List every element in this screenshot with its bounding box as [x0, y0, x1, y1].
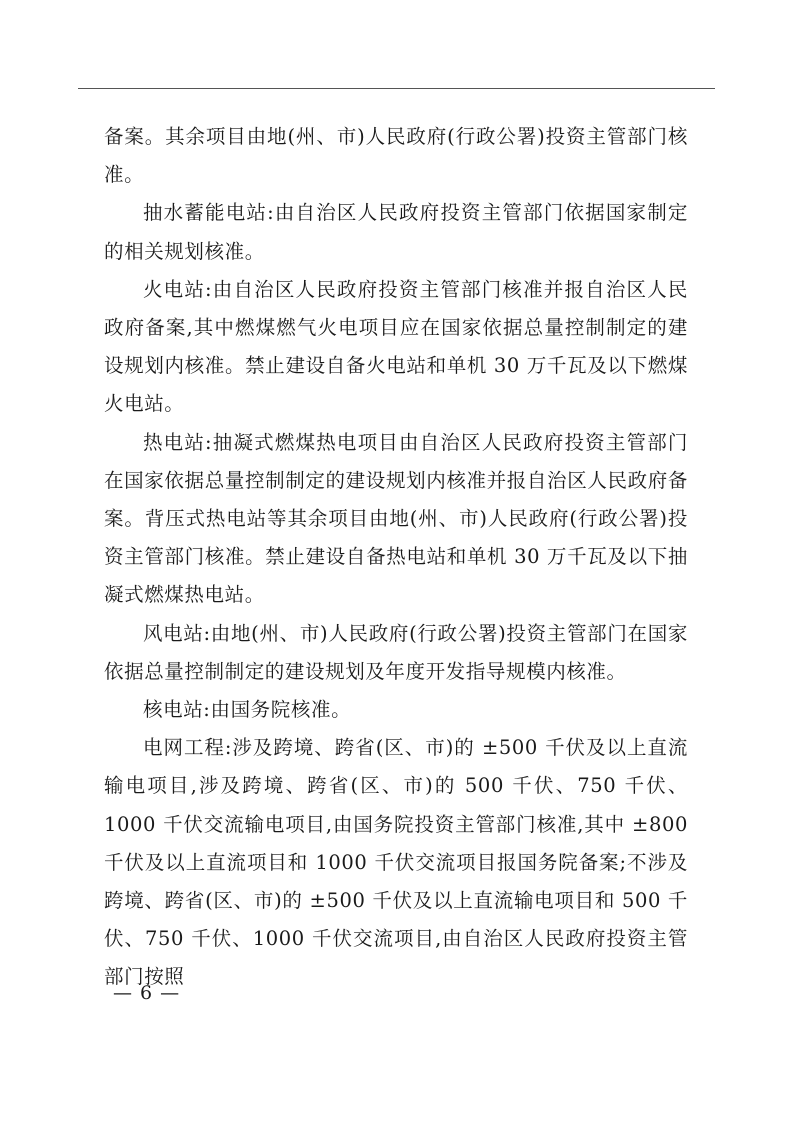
paragraph-wind-power: 风电站:由地(州、市)人民政府(行政公署)投资主管部门在国家依据总量控制制定的建设规划及年度开发指导规模内核准。 — [104, 621, 688, 683]
paragraph-power-grid: 电网工程:涉及跨境、跨省(区、市)的 ±500 千伏及以上直流输电项目,涉及跨境、跨省(区、市)的 500 千伏、750 千伏、1000 千伏交流输电项目,由国务院投资主管部门核准,其中 ±800 千伏及以上直流项目和 1000 千伏交流项目报国务院备案;不涉及跨境、跨省(区、市)的 ±500 千伏及以上直流输电项目和 500 千伏、750 千伏、1000 千伏交流项目,由自治区人民政府投资主管部门按照 — [104, 736, 688, 989]
header-rule — [78, 88, 715, 89]
paragraph-cogeneration: 热电站:抽凝式燃煤热电项目由自治区人民政府投资主管部门在国家依据总量控制制定的建设规划内核准并报自治区人民政府备案。背压式热电站等其余项目由地(州、市)人民政府(行政公署)投资主管部门核准。禁止建设自备热电站和单机 30 万千瓦及以下抽凝式燃煤热电站。 — [104, 430, 688, 607]
paragraph-pumped-storage: 抽水蓄能电站:由自治区人民政府投资主管部门依据国家制定的相关规划核准。 — [104, 201, 688, 263]
page-number: — 6 — — [113, 982, 181, 1004]
paragraph-continuation: 备案。其余项目由地(州、市)人民政府(行政公署)投资主管部门核准。 — [104, 125, 688, 187]
paragraph-nuclear-power: 核电站:由国务院核准。 — [143, 698, 352, 722]
paragraph-thermal-power: 火电站:由自治区人民政府投资主管部门核准并报自治区人民政府备案,其中燃煤燃气火电项目应在国家依据总量控制制定的建设规划内核准。禁止建设自备火电站和单机 30 万千瓦及以下燃煤火电站。 — [104, 277, 688, 416]
document-body — [104, 118, 688, 997]
